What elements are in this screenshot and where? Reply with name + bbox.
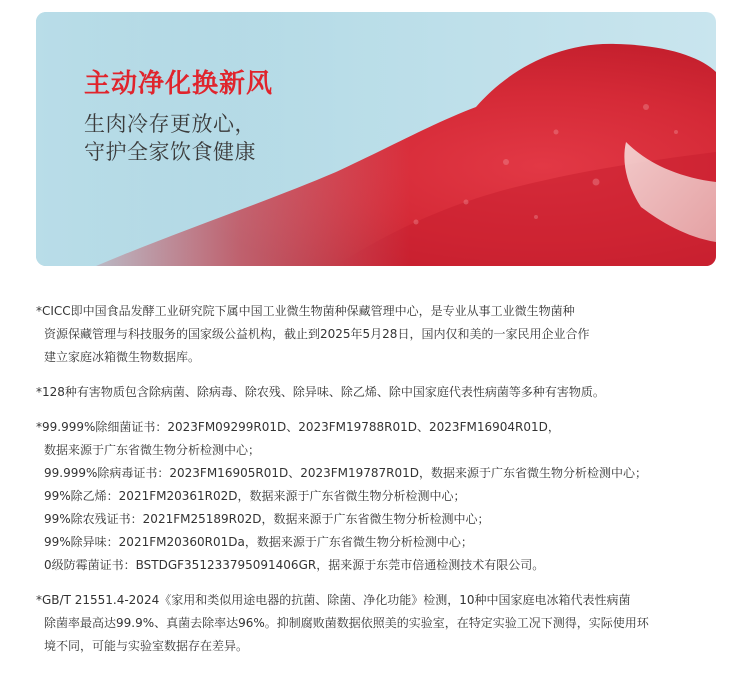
- footnote-line: 99%除农残证书：2021FM25189R02D，数据来源于广东省微生物分析检测中心；: [44, 512, 490, 526]
- footnote-certificates: [36, 416, 716, 577]
- footnote-line: *CICC即中国食品发酵工业研究院下属中国工业微生物菌种保藏管理中心，是专业从事工业微生物菌种: [36, 304, 575, 318]
- footnote-line: 99%除乙烯：2021FM20361R02D，数据来源于广东省微生物分析检测中心；: [44, 489, 466, 503]
- hero-subtitle-line-1: 生肉冷存更放心，: [84, 112, 256, 136]
- footnote-line: 资源保藏管理与科技服务的国家级公益机构，截止到2025年5月28日，国内仅和美的一家民用企业合作: [44, 327, 590, 341]
- footnote-line: 除菌率最高达99.9%、真菌去除率达96%。抑制腐败菌数据依照美的实验室，在特定实验工况下测得，实际使用环: [44, 616, 649, 630]
- footnote-gbt-standard: [36, 589, 716, 658]
- footnote-line: 境不同，可能与实验室数据存在差异。: [44, 639, 249, 653]
- footnote-line: 99.999%除病毒证书：2023FM16905R01D、2023FM19787R01D，数据来源于广东省微生物分析检测中心；: [44, 466, 648, 480]
- footnote-line: *99.999%除细菌证书：2023FM09299R01D、2023FM19788R01D、2023FM16904R01D，: [36, 420, 560, 434]
- hero-banner: [36, 12, 716, 266]
- footnote-line: *128种有害物质包含除病菌、除病毒、除农残、除异味、除乙烯、除中国家庭代表性病菌等多种有害物质。: [36, 385, 605, 399]
- hero-headline: 主动净化换新风: [84, 69, 274, 99]
- footnote-line: 数据来源于广东省微生物分析检测中心；: [44, 443, 261, 457]
- footnote-cicc: [36, 300, 716, 369]
- footnotes: [36, 300, 716, 670]
- footnote-line: 0级防霉菌证书：BSTDGF351233795091406GR，据来源于东莞市倍通检测技术有限公司。: [44, 558, 545, 572]
- footnote-line: *GB/T 21551.4-2024《家用和类似用途电器的抗菌、除菌、净化功能》检测，10种中国家庭电冰箱代表性病菌: [36, 593, 631, 607]
- footnote-line: 建立家庭冰箱微生物数据库。: [44, 350, 201, 364]
- footnote-harmful-substances: [36, 381, 716, 404]
- footnote-line: 99%除异味：2021FM20360R01Da，数据来源于广东省微生物分析检测中心；: [44, 535, 473, 549]
- hero-subtitle-line-2: 守护全家饮食健康: [84, 140, 256, 164]
